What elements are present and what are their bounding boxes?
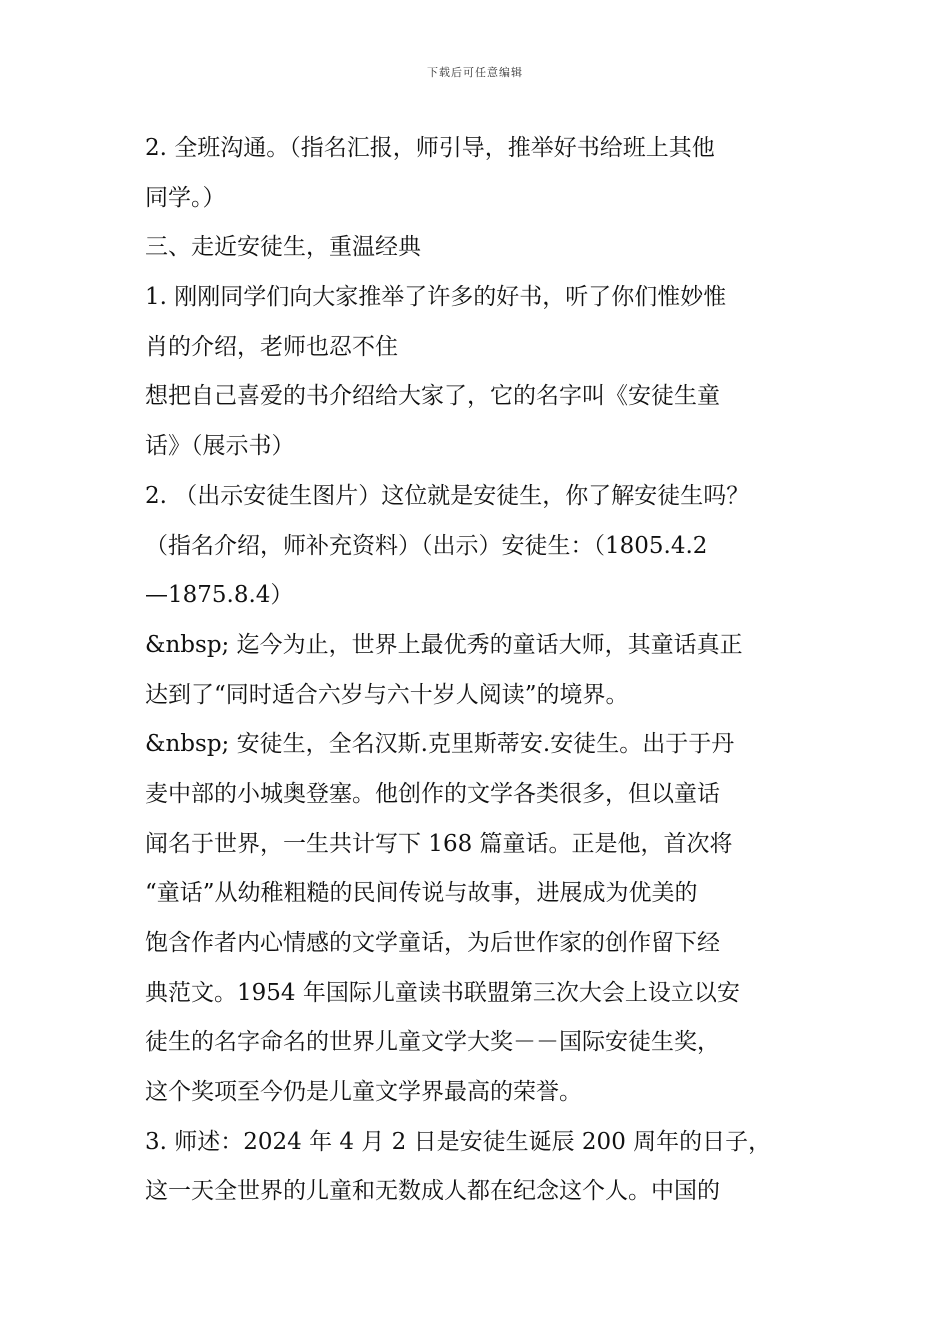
document-body xyxy=(145,124,810,1217)
text-line: 徒生的名字命名的世界儿童文学大奖－－国际安徒生奖， xyxy=(145,1029,720,1056)
text-line: 典范文。1954 年国际儿童读书联盟第三次大会上设立以安 xyxy=(145,979,740,1006)
text-line: &nbsp; 安徒生，全名汉斯.克里斯蒂安.安徒生。出于于丹 xyxy=(145,731,735,758)
text-line: &nbsp; 迄今为止，世界上最优秀的童话大师，其童话真正 xyxy=(145,631,743,658)
text-line: 2. （出示安徒生图片）这位就是安徒生，你了解安徒生吗？ xyxy=(145,482,750,509)
text-line: 这一天全世界的儿童和无数成人都在纪念这个人。中国的 xyxy=(145,1178,720,1205)
header-note: 下载后可任意编辑 xyxy=(427,66,523,79)
text-line: （指名介绍，师补充资料）（出示）安徒生：（1805.4.2 xyxy=(145,532,708,559)
text-line: 闻名于世界，一生共计写下 168 篇童话。正是他，首次将 xyxy=(145,830,733,857)
section-heading: 三、走近安徒生，重温经典 xyxy=(145,234,421,261)
text-line: 饱含作者内心情感的文学童话，为后世作家的创作留下经 xyxy=(145,930,720,956)
text-line: “童话”从幼稚粗糙的民间传说与故事，进展成为优美的 xyxy=(145,880,698,907)
text-line: 同学。） xyxy=(145,184,226,211)
text-line: 3. 师述：2024 年 4 月 2 日是安徒生诞辰 200 周年的日子， xyxy=(145,1128,772,1155)
text-line: 1. 刚刚同学们向大家推举了许多的好书，听了你们惟妙惟 xyxy=(145,284,727,311)
text-line: 肖的介绍，老师也忍不住 xyxy=(145,333,398,360)
text-line: 达到了“同时适合六岁与六十岁人阅读”的境界。 xyxy=(145,681,629,708)
text-line: 这个奖项至今仍是儿童文学界最高的荣誉。 xyxy=(145,1079,582,1106)
text-line: 想把自己喜爱的书介绍给大家了，它的名字叫《安徒生童 xyxy=(145,383,720,410)
text-line: 2. 全班沟通。（指名汇报，师引导，推举好书给班上其他 xyxy=(145,135,715,161)
text-line: —1875.8.4） xyxy=(145,582,294,609)
text-line: 麦中部的小城奥登塞。他创作的文学各类很多，但以童话 xyxy=(145,780,720,807)
text-line: 话》（展示书） xyxy=(145,433,295,460)
